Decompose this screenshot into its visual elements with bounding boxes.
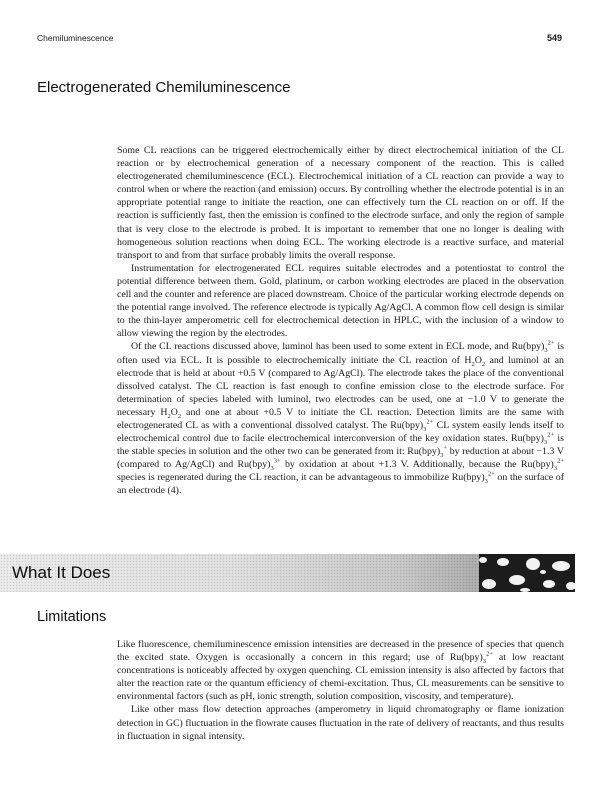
page-number: 549: [546, 33, 562, 43]
section-heading: Electrogenerated Chemiluminescence: [37, 79, 291, 96]
limitations-body-text: [117, 638, 564, 743]
body-paragraph: Like other mass flow detection approaches (amperometry in liquid chromatography or flame ionization detection in GC) fluctuation in the flowrate causes fluctuation in the rate of delivery of reactants, and thus results in fluctuation in signal intensity.: [117, 704, 564, 742]
body-paragraph: Some CL reactions can be triggered electrochemically either by direct electrochemical initiation of the CL reaction or by electrochemical generation of a necessary component of the reaction. This is called electrogenerated chemiluminescence (ECL). Electrochemical initiation of a CL reaction can provide a way to control when or where the reaction (and emission) occurs. By controlling whether the electrode potential is in an appropriate potential range to initiate the reaction, one can effectively turn the CL reaction on or off. If the reaction is sufficiently fast, then the emission is confined to the electrode surface, and only the region of sample that is very close to the electrode is probed. It is important to remember that one no longer is dealing with homogeneous solution reactions when doing ECL. The working electrode is a reactive surface, and material transport to and from that surface probably limits the overall response.: [117, 145, 564, 261]
running-head: [37, 33, 564, 47]
banner-title: What It Does: [12, 563, 111, 582]
running-head-section: Chemiluminescence: [37, 33, 114, 43]
section-banner: [0, 554, 575, 592]
body-paragraph: Instrumentation for electrogenerated ECL requires suitable electrodes and a potentiostat to control the potential difference between them. Gold, platinum, or carbon working electrodes are placed in the observation cell and the counter and reference are placed downstream. Choice of the particular working electrode depends on the potential range involved. The reference electrode is typically Ag/AgCl. A common flow cell design is similar to the thin-layer amperometric cell for electrochemical detection in HPLC, with the inclusion of a window to allow viewing the region by the electrodes.: [117, 262, 564, 340]
body-paragraph: Like fluorescence, chemiluminescence emission intensities are decreased in the presence of species that quench the excited state. Oxygen is occasionally a concern in this regard; use of $Ru(bpy)_3^{2+}$ at low reactant concentrations is noticeably affected by oxygen quenching. CL emission intensity is also affected by factors that alter the reaction rate or the quantum efficiency of chemi-excitation. Thus, CL measurements can be sensitive to environmental factors (such as pH, ionic strength, solution composition, viscosity, and temperature).: [117, 639, 565, 703]
body-paragraph: Of the CL reactions discussed above, luminol has been used to some extent in ECL mode, and $Ru(bpy)_3^{2+}$ is often used via ECL. It is possible to electrochemically initiate the CL reaction of $H_2O_2$ and luminol at an electrode that is held at about +0.5 V (compared to Ag/AgCl). The electrode takes the place of the conventional dissolved catalyst. The CL reaction is fast enough to confine emission close to the electrode surface. For determination of species labeled with luminol, two electrodes can be used, one at −1.0 V to generate the necessary $H_2O_2$ and one at about +0.5 V to initiate the CL reaction. Detection limits are the same with electrogenerated CL as with a conventional dissolved catalyst. The $Ru(bpy)_3^{2+}$ CL system easily lends itself to electrochemical control due to facile electrochemical interconversion of the key oxidation states. $Ru(bpy)_3^{2+}$ is the stable species in solution and the other two can be generated from it: $Ru(bpy)_3^+$ by reduction at about −1.3 V (compared to Ag/AgCl) and $Ru(bpy)_3^{3+}$ by oxidation at about +1.3 V. Additionally, because the $Ru(bpy)_3^{2+}$ species is regenerated during the CL reaction, it can be advantageous to immobilize $Ru(bpy)_3^{2+}$ on the surface of an electrode (4).: [117, 340, 565, 497]
subsection-heading: Limitations: [37, 609, 107, 625]
banner-decorative-graphic: [479, 554, 575, 592]
ecl-body-text: [117, 144, 564, 498]
